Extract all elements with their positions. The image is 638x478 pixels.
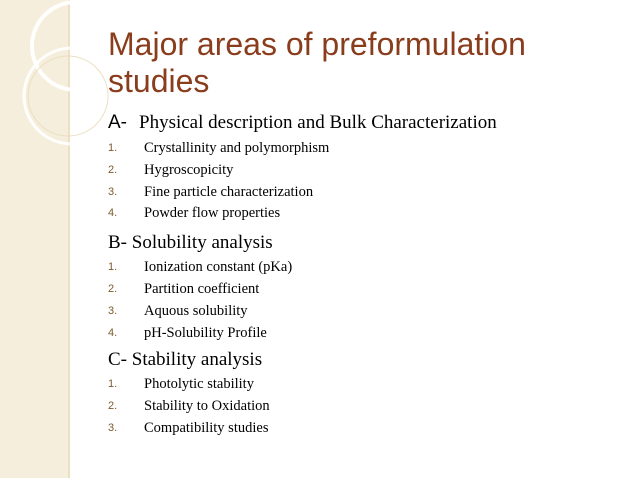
section-c-list (108, 374, 608, 439)
list-text: Ionization constant (pKa) (144, 259, 293, 276)
list-text: Stability to Oxidation (144, 398, 270, 415)
decor-ring-shadow (28, 56, 108, 136)
list-number: 4. (108, 207, 118, 220)
list-number: 3. (108, 185, 118, 198)
section-a-heading-text: Physical description and Bulk Characterization (139, 112, 497, 133)
list-item (108, 301, 608, 323)
list-item (108, 396, 608, 418)
list-text: Powder flow properties (144, 205, 281, 222)
section-a-list (108, 138, 608, 225)
list-text: Crystallinity and polymorphism (144, 140, 330, 156)
list-item (108, 138, 608, 160)
list-item (108, 279, 608, 301)
section-b-list (108, 257, 608, 344)
list-item (108, 374, 608, 396)
slide-content (108, 110, 608, 440)
list-number: 4. (108, 326, 118, 339)
section-a-marker: A- (108, 112, 127, 133)
slide-title: Major areas of preformulation studies (108, 26, 526, 99)
list-text: pH-Solubility Profile (144, 324, 267, 341)
list-number: 1. (108, 142, 118, 154)
list-text: Compatibility studies (144, 419, 269, 436)
list-item (108, 203, 608, 225)
list-text: Fine particle characterization (144, 183, 314, 200)
list-number: 3. (108, 421, 118, 434)
list-number: 1. (108, 378, 118, 391)
section-heading-b: B- Solubility analysis (108, 232, 273, 254)
list-number: 2. (108, 163, 118, 176)
list-item (108, 160, 608, 182)
list-item (108, 182, 608, 204)
list-item (108, 257, 608, 279)
list-number: 2. (108, 282, 118, 295)
list-item (108, 418, 608, 440)
list-number: 3. (108, 304, 118, 317)
section-heading-c: C- Stability analysis (108, 349, 263, 371)
decor-ring-large (32, 2, 120, 90)
list-number: 2. (108, 400, 118, 413)
list-text: Partition coefficient (144, 280, 260, 297)
list-text: Aquous solubility (144, 302, 248, 319)
list-number: 1. (108, 261, 118, 274)
list-text: Hygroscopicity (144, 161, 234, 178)
list-text: Photolytic stability (144, 376, 254, 393)
section-heading-a (108, 110, 608, 136)
decor-ring-lower (24, 48, 120, 144)
list-item (108, 323, 608, 345)
